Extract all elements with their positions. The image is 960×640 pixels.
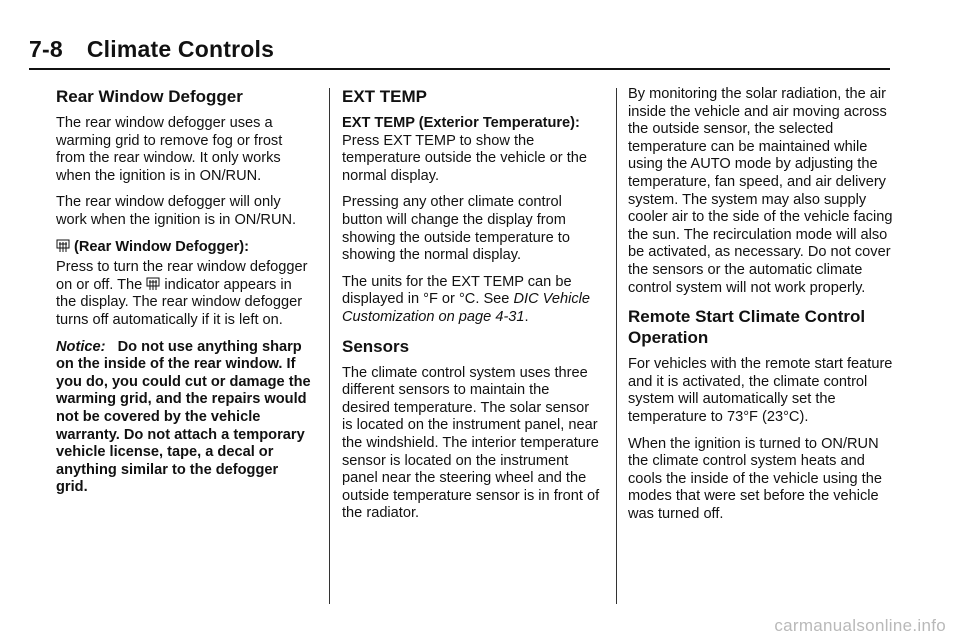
paragraph: By monitoring the solar radiation, the air inside the vehicle and air moving across the outside sensor, the selected temperature can be maintained while using the AUTO mode by adjusting the temperature, fan speed, and air delivery system. The system may also supply cooler air to the side of the vehicle facing the sun. The recirculation mode will also be activated, as necessary. Do not cover the sensors or the automatic climate control system will not work properly. — [628, 86, 893, 296]
paragraph: The rear window defogger uses a warming grid to remove fog or frost from the rear window. It only works when the ignition is in ON/RUN. — [56, 115, 283, 184]
watermark: carmanualsonline.info — [774, 616, 946, 635]
paragraph: The rear window defogger will only work when the ignition is in ON/RUN. — [56, 194, 297, 228]
column-2 — [342, 86, 600, 532]
paragraph: When the ignition is turned to ON/RUN the climate control system heats and cools the inside of the vehicle using the modes that were set before the vehicle was turned off. — [628, 435, 882, 522]
column-divider — [616, 88, 617, 604]
notice-paragraph: Notice: Do not use anything sharp on the inside of the rear window. If you do, you could cut or damage the warming grid, and the repairs would not be covered by the vehicle warranty. Do not attach a temporary vehicle license, tape, a decal or anything similar to the defogger grid. — [56, 338, 311, 496]
column-3 — [628, 86, 894, 532]
section-heading-ext-temp: EXT TEMP — [342, 87, 428, 106]
defogger-button-label: (Rear Window Defogger): — [56, 239, 312, 257]
section-heading-remote-start: Remote Start Climate Control Operation — [628, 307, 866, 348]
paragraph: Press to turn the rear window defogger on or off. The indicator appears in the display. The rear window defogger turns off automatically if it is left on. — [56, 259, 308, 328]
paragraph: For vehicles with the remote start feature and it is activated, the climate control system will automatically set the temperature to 73°F (23°C). — [628, 356, 893, 425]
defogger-indicator-icon — [146, 277, 160, 290]
cross-reference-link[interactable]: DIC Vehicle Customization on page 4-31 — [342, 291, 590, 325]
page-header — [29, 34, 890, 70]
notice-label: Notice: — [56, 338, 106, 355]
paragraph: The units for the EXT TEMP can be displayed in °F or °C. See DIC Vehicle Customization on page 4-31. — [342, 273, 590, 325]
ext-temp-label: EXT TEMP (Exterior Temperature): — [342, 115, 580, 131]
page-title — [29, 34, 890, 64]
section-heading-rear-defogger: Rear Window Defogger — [56, 87, 243, 106]
column-1 — [56, 86, 312, 506]
column-divider — [329, 88, 330, 604]
paragraph: EXT TEMP (Exterior Temperature): Press EXT TEMP to show the temperature outside the vehicle or the normal display. — [342, 115, 587, 184]
rear-defogger-icon — [56, 239, 70, 252]
chapter-title: Climate Controls — [86, 36, 275, 62]
paragraph: Pressing any other climate control button will change the display from showing the outside temperature to showing the normal display. — [342, 194, 570, 264]
section-heading-sensors: Sensors — [342, 336, 410, 356]
paragraph: The climate control system uses three different sensors to maintain the desired temperature. The solar sensor is located on the instrument panel, near the windshield. The interior temperature sensor is located on the instrument panel near the steering wheel and the outside temperature sensor is in front of the radiator. — [342, 364, 600, 522]
page-number: 7-8 — [29, 36, 63, 62]
